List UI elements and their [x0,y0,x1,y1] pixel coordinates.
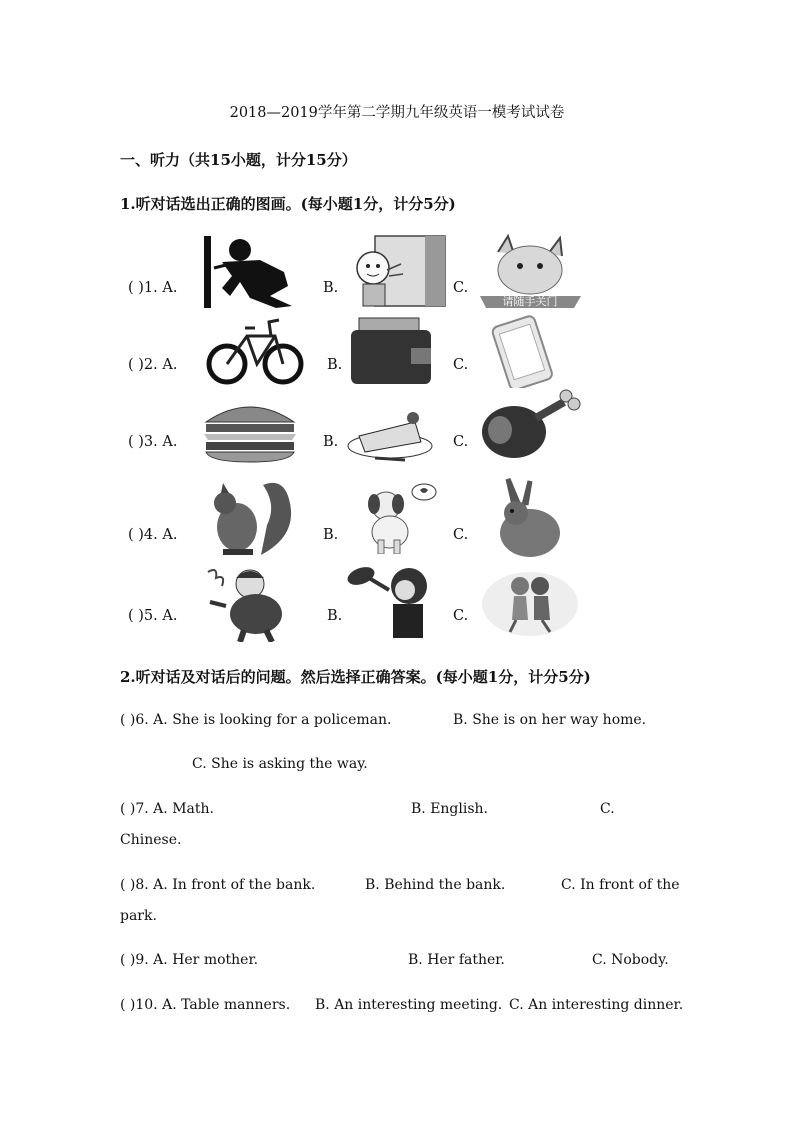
boy-with-door-icon [345,234,450,310]
question-7-option-c-cont: Chinese. [120,832,182,848]
meat-leg-icon [478,388,583,464]
section-heading-listening: 一、听力（共15小题，计分15分） [120,151,357,169]
question-2-option-c: C. [453,357,469,373]
question-1-option-b: B. [323,280,339,296]
question-1-option-c: C. [453,280,469,296]
question-9-option-c: C. Nobody. [592,952,669,968]
person-with-bottle-icon [345,564,435,640]
question-7-text: ( )7. A. Math. [120,801,214,817]
question-4-option-c: C. [453,527,469,543]
dancing-couple-icon [480,568,580,638]
question-6-option-c: C. She is asking the way. [192,756,368,772]
question-6-option-b: B. She is on her way home. [453,712,647,728]
question-5-option-c: C. [453,608,469,624]
question-10-option-b: B. An interesting meeting. [315,997,503,1013]
cake-slice-icon [345,392,435,464]
question-4-label: ( )4. A. [128,527,178,543]
bicycle-icon [205,312,305,388]
question-2-label: ( )2. A. [128,357,178,373]
question-3-option-c: C. [453,434,469,450]
question-10-option-c: C. An interesting dinner. [509,997,684,1013]
door-sign-text: 请随手关门 [502,295,558,308]
question-7-option-b: B. English. [411,801,488,817]
question-8-option-b: B. Behind the bank. [365,877,506,893]
question-10-text: ( )10. A. Table manners. [120,997,291,1013]
hamburger-icon [200,392,300,464]
rabbit-icon [480,475,570,561]
question-9-text: ( )9. A. Her mother. [120,952,259,968]
question-9-option-b: B. Her father. [408,952,505,968]
puppy-icon [358,482,443,554]
question-4-option-b: B. [323,527,339,543]
question-2-option-b: B. [327,357,343,373]
part1-heading: 1.听对话选出正确的图画。(每小题1分，计分5分) [120,195,456,213]
question-8-option-c-cont: park. [120,908,157,924]
man-smoking-icon [200,564,305,642]
pikachu-sign-icon [478,234,583,310]
question-3-option-b: B. [323,434,339,450]
question-5-label: ( )5. A. [128,608,178,624]
question-7-option-c: C. [600,801,615,817]
question-8-text: ( )8. A. In front of the bank. [120,877,316,893]
question-1-label: ( )1. A. [128,280,178,296]
mobile-phone-icon [480,312,560,388]
question-8-option-c: C. In front of the [561,877,680,893]
wallet-icon [345,312,440,388]
question-6-text: ( )6. A. She is looking for a policeman. [120,712,392,728]
running-person-icon [200,234,300,310]
page-title: 2018—2019学年第二学期九年级英语一模考试试卷 [229,105,565,121]
squirrel-icon [203,475,298,561]
question-3-label: ( )3. A. [128,434,178,450]
part2-heading: 2.听对话及对话后的问题。然后选择正确答案。(每小题1分，计分5分) [120,668,591,686]
question-5-option-b: B. [327,608,343,624]
